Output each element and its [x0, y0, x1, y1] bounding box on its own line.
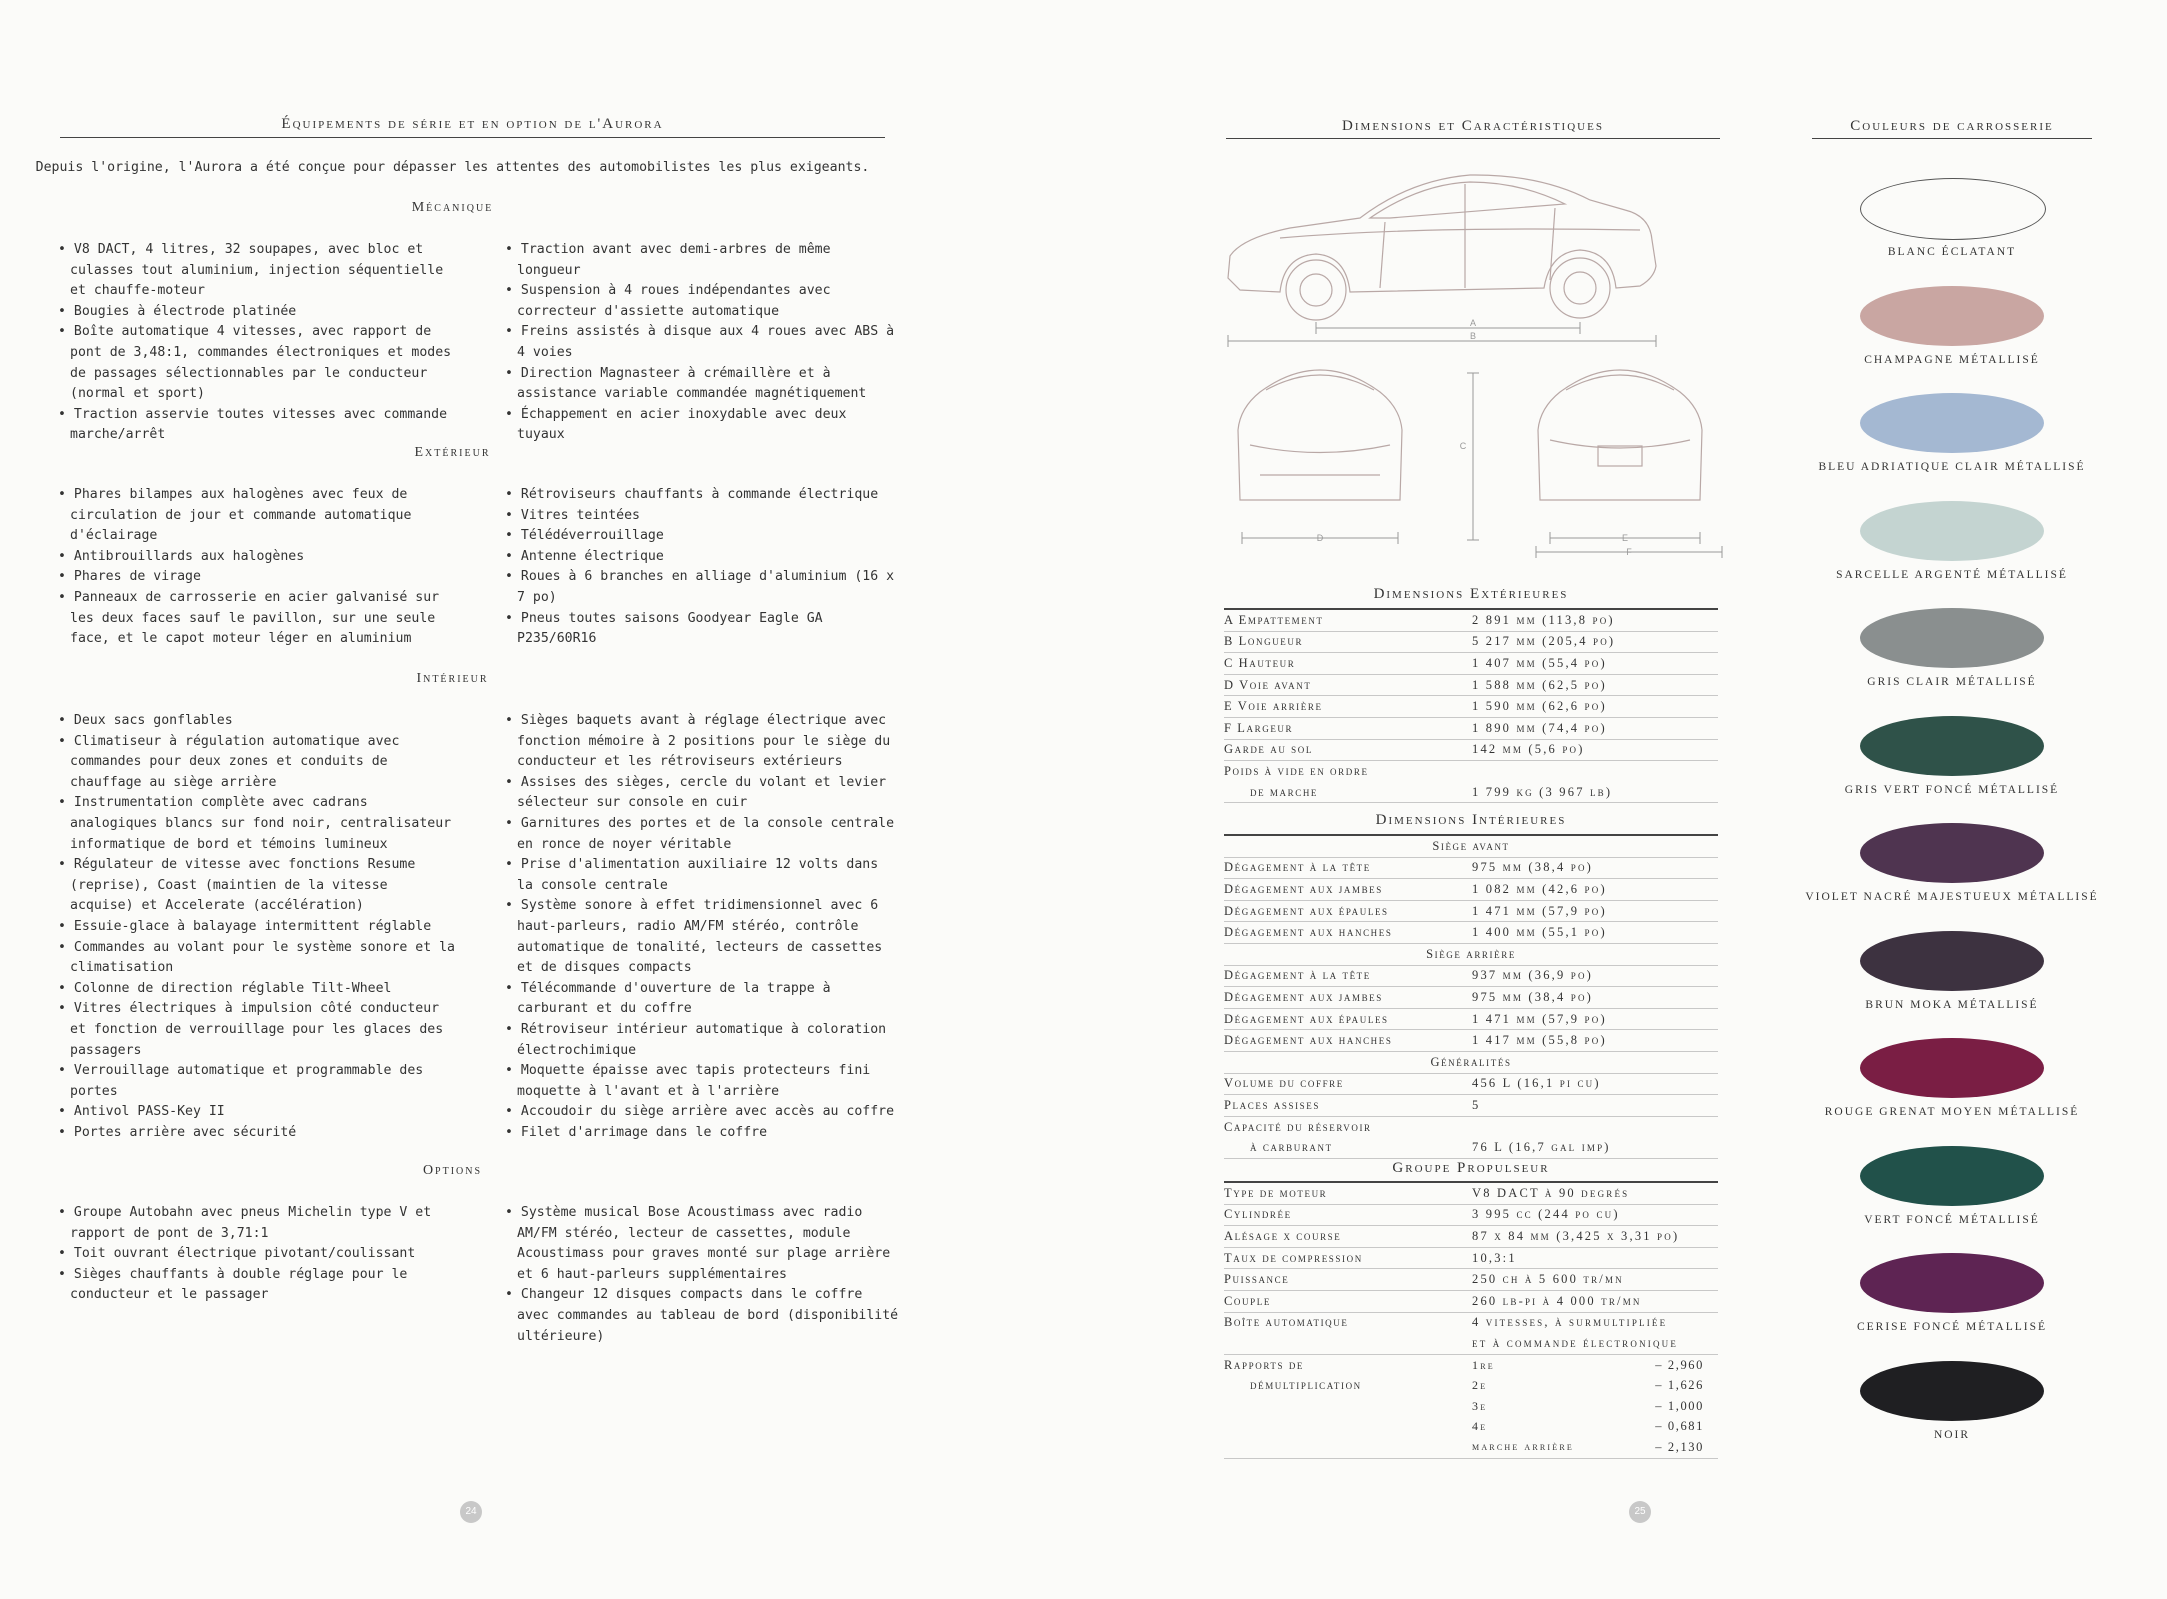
dim-label-b: B — [1469, 331, 1477, 341]
table-row: Dégagement aux hanches 1 417 mm (55,8 po) — [1224, 1030, 1718, 1052]
colors-title: Couleurs de carrosserie — [1850, 118, 2054, 134]
color-swatch — [1860, 608, 2044, 668]
car-dimension-diagram — [1220, 160, 1725, 560]
table-row: Dégagement à la tête 937 mm (36,9 po) — [1224, 965, 1718, 987]
powertrain-title: Groupe Propulseur — [1392, 1160, 1550, 1176]
table-row: A Empattement 2 891 mm (113,8 po) — [1224, 609, 1718, 631]
table-row: et à commande électronique — [1224, 1333, 1718, 1354]
table-row: Rapports de 1re – 2,960 — [1224, 1357, 1704, 1372]
table-row: Poids à vide en ordre — [1224, 763, 1369, 778]
page-number-left: 24 — [460, 1501, 482, 1523]
color-swatch — [1860, 823, 2044, 883]
table-row: Dégagement à la tête 975 mm (38,4 po) — [1224, 857, 1718, 879]
color-swatch — [1860, 1253, 2044, 1313]
list-item: • Sièges baquets avant à réglage électrique avec fonction mémoire à 2 positions pour le siège du conducteur et les rétroviseurs extérieurs — [505, 711, 900, 773]
left-page-header: Équipements de série et en option de l'Aurora — [281, 116, 664, 132]
table-subheader: Siège avant — [1224, 835, 1718, 857]
list-item: • Rétroviseur intérieur automatique à coloration électrochimique — [505, 1020, 900, 1061]
powertrain-table — [1224, 1181, 1718, 1459]
interieur-col-1 — [58, 711, 458, 1143]
table-row: 4e – 0,681 — [1472, 1419, 1704, 1434]
ext-dimensions-title: Dimensions Extérieures — [1373, 586, 1569, 602]
color-name: BLANC ÉCLATANT — [1887, 246, 2017, 258]
color-name: GRIS CLAIR MÉTALLISÉ — [1867, 676, 2037, 688]
color-swatch — [1860, 286, 2044, 346]
color-name: GRIS VERT FONCÉ MÉTALLISÉ — [1844, 783, 2060, 796]
list-item: • Système musical Bose Acoustimass avec radio AM/FM stéréo, lecteur de cassettes, module Acoustimass pour graves monté sur plage arrière et 6 haut-parleurs supplémentaires — [505, 1203, 900, 1285]
list-item: • Roues à 6 branches en alliage d'aluminium (16 x 7 po) — [505, 567, 900, 608]
list-item: • Antenne électrique — [505, 547, 900, 568]
dim-label-c: C — [1459, 441, 1467, 451]
table-row: Capacité du réservoir — [1224, 1119, 1372, 1134]
front-view-car — [1238, 370, 1402, 500]
dimension-lines — [1228, 322, 1722, 558]
color-swatch — [1860, 931, 2044, 991]
table-row: marche arrière – 2,130 — [1224, 1437, 1718, 1458]
int-dimensions-table — [1224, 834, 1718, 1159]
color-name: NOIR — [1933, 1428, 1971, 1441]
table-row: D Voie avant 1 588 mm (62,5 po) — [1224, 674, 1718, 696]
dim-label-d: D — [1316, 533, 1324, 543]
dim-label-e: E — [1621, 533, 1629, 543]
color-name: BLEU ADRIATIQUE CLAIR MÉTALLISÉ — [1818, 461, 2086, 473]
exterieur-col-1 — [58, 485, 458, 650]
table-row: de marche 1 799 kg (3 967 lb) — [1224, 782, 1718, 803]
list-item: • Portes arrière avec sécurité — [58, 1123, 458, 1144]
table-row: Puissance 250 ch à 5 600 tr/mn — [1224, 1269, 1718, 1291]
mecanique-col-2 — [505, 240, 900, 446]
options-col-2 — [505, 1203, 900, 1347]
table-row: Boîte automatique 4 vitesses, à surmultipliée — [1224, 1315, 1668, 1330]
table-row: Dégagement aux épaules 1 471 mm (57,9 po) — [1224, 900, 1718, 922]
table-row: Type de moteur V8 DACT à 90 degrés — [1224, 1182, 1718, 1204]
table-row: B Longueur 5 217 mm (205,4 po) — [1224, 631, 1718, 653]
color-swatch — [1860, 716, 2044, 776]
table-row: Couple 260 lb-pi à 4 000 tr/mn — [1224, 1290, 1718, 1312]
table-row: Dégagement aux épaules 1 471 mm (57,9 po) — [1224, 1008, 1718, 1030]
list-item: • Suspension à 4 roues indépendantes avec correcteur d'assiette automatique — [505, 281, 900, 322]
list-item: • Phares bilampes aux halogènes avec feux de circulation de jour et commande automatique d'éclairage — [58, 485, 458, 547]
list-item: • Échappement en acier inoxydable avec deux tuyaux — [505, 405, 900, 446]
rear-view-car — [1538, 370, 1702, 500]
list-item: • Phares de virage — [58, 567, 458, 588]
list-item: • Boîte automatique 4 vitesses, avec rapport de pont de 3,48:1, commandes électroniques et modes de passages sélectionnables par le conducteur (normal et sport) — [58, 322, 458, 404]
list-item: • Assises des sièges, cercle du volant et levier sélecteur sur console en cuir — [505, 773, 900, 814]
table-row: Volume du coffre 456 L (16,1 pi cu) — [1224, 1073, 1718, 1095]
list-item: • Climatiseur à régulation automatique avec commandes pour deux zones et conduits de chauffage au siège arrière — [58, 732, 458, 794]
table-row: Alésage x course 87 x 84 mm (3,425 x 3,31 po) — [1224, 1226, 1718, 1248]
int-dimensions-title: Dimensions Intérieures — [1375, 812, 1567, 828]
list-item: • Vitres électriques à impulsion côté conducteur et fonction de verrouillage pour les glaces des passagers — [58, 999, 458, 1061]
list-item: • Bougies à électrode platinée — [58, 302, 458, 323]
list-item: • Changeur 12 disques compacts dans le coffre avec commandes au tableau de bord (disponibilité ultérieure) — [505, 1285, 900, 1347]
right-header-rule — [1226, 138, 1720, 139]
page-number-right: 25 — [1629, 1501, 1651, 1523]
section-title-exterieur: Extérieur — [414, 445, 491, 460]
list-item: • Système sonore à effet tridimensionnel avec 6 haut-parleurs, radio AM/FM stéréo, contrôle automatique de tonalité, lecteurs de cassettes et de disques compacts — [505, 896, 900, 978]
color-name: VERT FONCÉ MÉTALLISÉ — [1864, 1213, 2040, 1226]
color-swatch — [1860, 178, 2046, 240]
right-page-header: Dimensions et Caractéristiques — [1342, 118, 1604, 134]
color-swatch — [1860, 501, 2044, 561]
color-name: ROUGE GRENAT MOYEN MÉTALLISÉ — [1824, 1106, 2080, 1118]
color-name: CERISE FONCÉ MÉTALLISÉ — [1856, 1321, 2048, 1333]
table-row: 3e – 1,000 — [1472, 1398, 1704, 1413]
list-item: • Freins assistés à disque aux 4 roues avec ABS à 4 voies — [505, 322, 900, 363]
list-item: • Essuie-glace à balayage intermittent réglable — [58, 917, 458, 938]
interieur-col-2 — [505, 711, 900, 1143]
ext-dimensions-table — [1224, 608, 1718, 803]
list-item: • Traction avant avec demi-arbres de même longueur — [505, 240, 900, 281]
list-item: • Télécommande d'ouverture de la trappe à carburant et du coffre — [505, 979, 900, 1020]
color-swatch — [1860, 1038, 2044, 1098]
table-row: Dégagement aux hanches 1 400 mm (55,1 po) — [1224, 922, 1718, 944]
table-row: démultiplication 2e – 1,626 — [1250, 1378, 1704, 1393]
section-title-mecanique: Mécanique — [411, 200, 494, 215]
table-row: Places assises 5 — [1224, 1095, 1718, 1117]
list-item: • Vitres teintées — [505, 506, 900, 527]
list-item: • Régulateur de vitesse avec fonctions Resume (reprise), Coast (maintien de la vitesse acquise) et Accelerate (accélération) — [58, 855, 458, 917]
list-item: • Verrouillage automatique et programmable des portes — [58, 1061, 458, 1102]
color-name: CHAMPAGNE MÉTALLISÉ — [1864, 353, 2040, 366]
color-swatch — [1860, 1146, 2044, 1206]
options-col-1 — [58, 1203, 458, 1306]
color-swatch — [1860, 1361, 2044, 1421]
list-item: • Moquette épaisse avec tapis protecteurs fini moquette à l'avant et à l'arrière — [505, 1061, 900, 1102]
list-item: • Direction Magnasteer à crémaillère et à assistance variable commandée magnétiquement — [505, 364, 900, 405]
list-item: • Pneus toutes saisons Goodyear Eagle GA P235/60R16 — [505, 609, 900, 650]
dim-label-f: F — [1626, 547, 1632, 557]
side-view-car — [1228, 175, 1656, 320]
list-item: • Deux sacs gonflables — [58, 711, 458, 732]
section-title-options: Options — [422, 1163, 483, 1178]
list-item: • Groupe Autobahn avec pneus Michelin type V et rapport de pont de 3,71:1 — [58, 1203, 458, 1244]
list-item: • Commandes au volant pour le système sonore et la climatisation — [58, 938, 458, 979]
table-row: F Largeur 1 890 mm (74,4 po) — [1224, 717, 1718, 739]
list-item: • Traction asservie toutes vitesses avec commande marche/arrêt — [58, 405, 458, 446]
table-row: C Hauteur 1 407 mm (55,4 po) — [1224, 653, 1718, 675]
table-row: Cylindrée 3 995 cc (244 po cu) — [1224, 1204, 1718, 1226]
table-subheader: Généralités — [1224, 1051, 1718, 1073]
list-item: • Télédéverrouillage — [505, 526, 900, 547]
list-item: • Garnitures des portes et de la console centrale en ronce de noyer véritable — [505, 814, 900, 855]
list-item: • Toit ouvrant électrique pivotant/coulissant — [58, 1244, 458, 1265]
mecanique-col-1 — [58, 240, 458, 446]
dim-label-a: A — [1469, 318, 1477, 328]
list-item: • Instrumentation complète avec cadrans analogiques blancs sur fond noir, centralisateur informatique de bord et témoins lumineux — [58, 793, 458, 855]
colors-title-rule — [1812, 138, 2092, 139]
exterieur-col-2 — [505, 485, 900, 650]
list-item: • Antivol PASS-Key II — [58, 1102, 458, 1123]
section-title-interieur: Intérieur — [416, 671, 489, 686]
table-subheader: Siège arrière — [1224, 943, 1718, 965]
list-item: • Prise d'alimentation auxiliaire 12 volts dans la console centrale — [505, 855, 900, 896]
color-swatch — [1860, 393, 2044, 453]
list-item: • Accoudoir du siège arrière avec accès au coffre — [505, 1102, 900, 1123]
table-row: à carburant 76 L (16,7 gal imp) — [1224, 1137, 1718, 1158]
list-item: • Sièges chauffants à double réglage pour le conducteur et le passager — [58, 1265, 458, 1306]
list-item: • Colonne de direction réglable Tilt-Wheel — [58, 979, 458, 1000]
list-item: • Antibrouillards aux halogènes — [58, 547, 458, 568]
table-row: Dégagement aux jambes 975 mm (38,4 po) — [1224, 987, 1718, 1009]
intro-text: Depuis l'origine, l'Aurora a été conçue pour dépasser les attentes des automobilistes les plus exigeants. — [35, 160, 870, 175]
table-row: E Voie arrière 1 590 mm (62,6 po) — [1224, 696, 1718, 718]
list-item: • Panneaux de carrosserie en acier galvanisé sur les deux faces sauf le pavillon, sur une seule face, et le capot moteur léger en aluminium — [58, 588, 458, 650]
table-row: Dégagement aux jambes 1 082 mm (42,6 po) — [1224, 879, 1718, 901]
list-item: • Filet d'arrimage dans le coffre — [505, 1123, 900, 1144]
header-rule — [60, 137, 885, 138]
color-name: VIOLET NACRÉ MAJESTUEUX MÉTALLISÉ — [1805, 891, 2099, 903]
color-name: SARCELLE ARGENTÉ MÉTALLISÉ — [1836, 568, 2068, 581]
table-row: Taux de compression 10,3:1 — [1224, 1247, 1718, 1269]
list-item: • Rétroviseurs chauffants à commande électrique — [505, 485, 900, 506]
table-row: Garde au sol 142 mm (5,6 po) — [1224, 739, 1718, 761]
color-name: BRUN MOKA MÉTALLISÉ — [1865, 998, 2039, 1011]
list-item: • V8 DACT, 4 litres, 32 soupapes, avec bloc et culasses tout aluminium, injection séquentielle et chauffe-moteur — [58, 240, 458, 302]
